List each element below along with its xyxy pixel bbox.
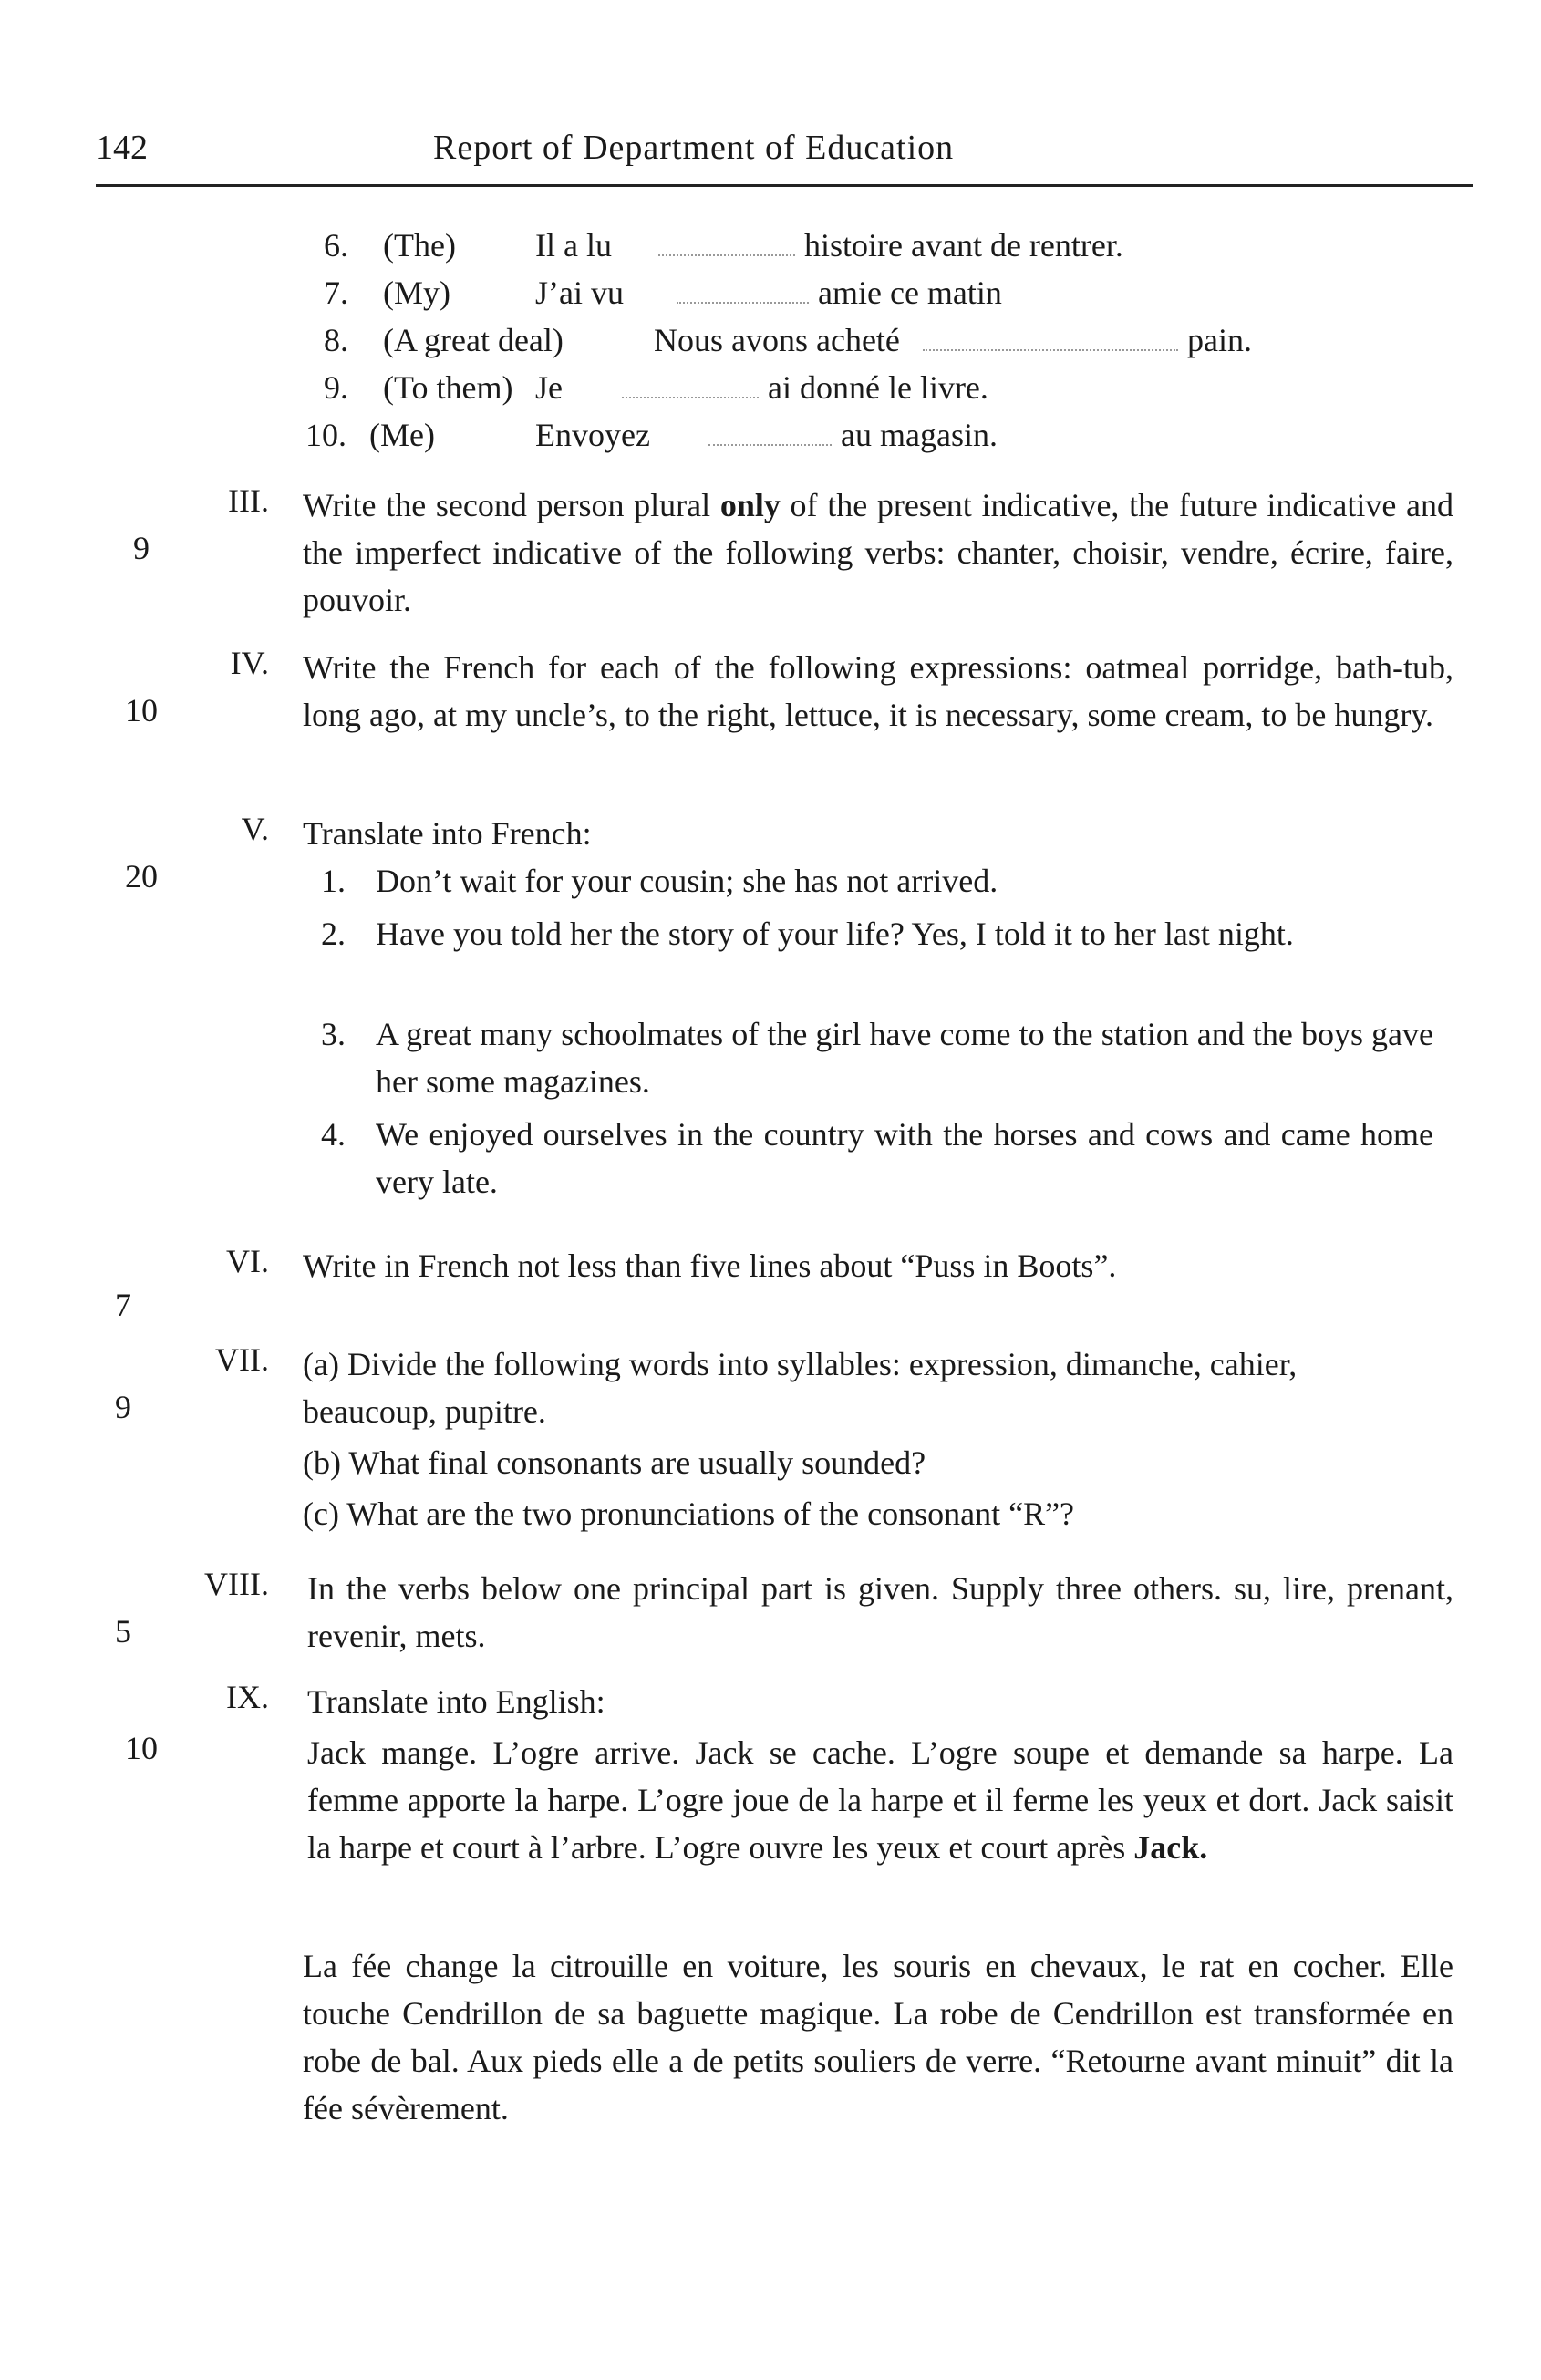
- exercise-item: 8. (A great deal) Nous avons acheté pain.: [324, 322, 1252, 358]
- passage-cendrillon: La fée change la citrouille en voiture, les souris en chevaux, le rat en cocher. Elle touche Cendrillon de sa baguette magique. La robe de Cendrillon est transformée en robe de bal. Aux pieds elle a de petits souliers de verre. “Retourne avant minuit” dit la fée sévèrement.: [303, 1948, 1453, 2126]
- question-vi: VI. 7 Write in French not less than five lines about “Puss in Boots”.: [115, 1243, 1117, 1323]
- question-iv: IV. 10 Write the French for each of the following expressions: oatmeal porridge, bath-tub, long ago, at my uncle’s, to the right, lettuce, it is necessary, some cream, to be hungry.: [125, 645, 1453, 733]
- question-viii: VIII. 5 In the verbs below one principal part is given. Supply three others. su, lire, prenant, revenir, mets.: [115, 1566, 1453, 1654]
- question-iii: III. 9 Write the second person plural only of the present indicative, the future indicative and the imperfect indicative of the following verbs: chanter, choisir, vendre, écrire, faire, pouvoir.: [133, 482, 1454, 618]
- question-vii: VII. 9 (a) Divide the following words into syllables: expression, dimanche, cahier, beaucoup, pupitre. (b) What final consonants are usually sounded? (c) What are the two pronunciations of the consonant “R”?: [115, 1341, 1298, 1532]
- question-v: V. 20 Translate into French: 1. Don’t wait for your cousin; she has not arrived. 2. Have you told her the story of your life? Yes, I told it to her last night. 3. A great many schoolmates of the girl have come to the station and the boys gave her some magazines. 4. We enjoyed ourselves in the country with the horses and cows and came home very late.: [96, 810, 1463, 1211]
- list-item: 3. A great many schoolmates of the girl have come to the station and the boys gave her some magazines.: [321, 1016, 1433, 1100]
- exercise-item: 7. (My) J’ai vu amie ce matin: [324, 274, 1002, 311]
- page-header: [96, 128, 1473, 175]
- list-item: 4. We enjoyed ourselves in the country with the horses and cows and came home very late.: [321, 1116, 1433, 1200]
- list-item: 1. Don’t wait for your cousin; she has not arrived.: [321, 863, 998, 899]
- exercise-item: 10. (Me) Envoyez au magasin.: [305, 417, 998, 453]
- blank: [658, 227, 795, 256]
- exercise-item: 9. (To them) Je ai donné le livre.: [324, 369, 988, 406]
- header-rule: [96, 184, 1473, 187]
- blank: [622, 369, 759, 398]
- passage-jack: Jack mange. L’ogre arrive. Jack se cache. L’ogre soupe et demande sa harpe. La femme apporte la harpe. L’ogre joue de la harpe et il ferme les yeux et dort. Jack saisit la harpe et court à l’arbre. L’ogre ouvre les yeux et court après Jack.: [307, 1734, 1453, 1866]
- page-number: 142: [96, 129, 148, 167]
- question-ix: IX. 10 Translate into English: Jack mange. L’ogre arrive. Jack se cache. L’ogre soupe et demande sa harpe. La femme apporte la harpe. L’ogre joue de la harpe et il ferme les yeux et dort. Jack saisit la harpe et court à l’arbre. L’ogre ouvre les yeux et court après Jack. La fée change la citrouille en voiture, les souris en chevaux, le rat en cocher. Elle touche Cendrillon de sa baguette magique. La robe de Cendrillon est transformée en robe de bal. Aux pieds elle a de petits souliers de verre. “Retourne avant minuit” dit la fée sévèrement.: [96, 1678, 1463, 2189]
- blank: [708, 417, 832, 446]
- blank: [677, 274, 809, 304]
- running-head: Report of Department of Education: [433, 129, 955, 167]
- blank: [923, 322, 1178, 351]
- exercise-item: 6. (The) Il a lu histoire avant de rentrer.: [324, 227, 1123, 264]
- list-item: 2. Have you told her the story of your life? Yes, I told it to her last night.: [321, 916, 1294, 952]
